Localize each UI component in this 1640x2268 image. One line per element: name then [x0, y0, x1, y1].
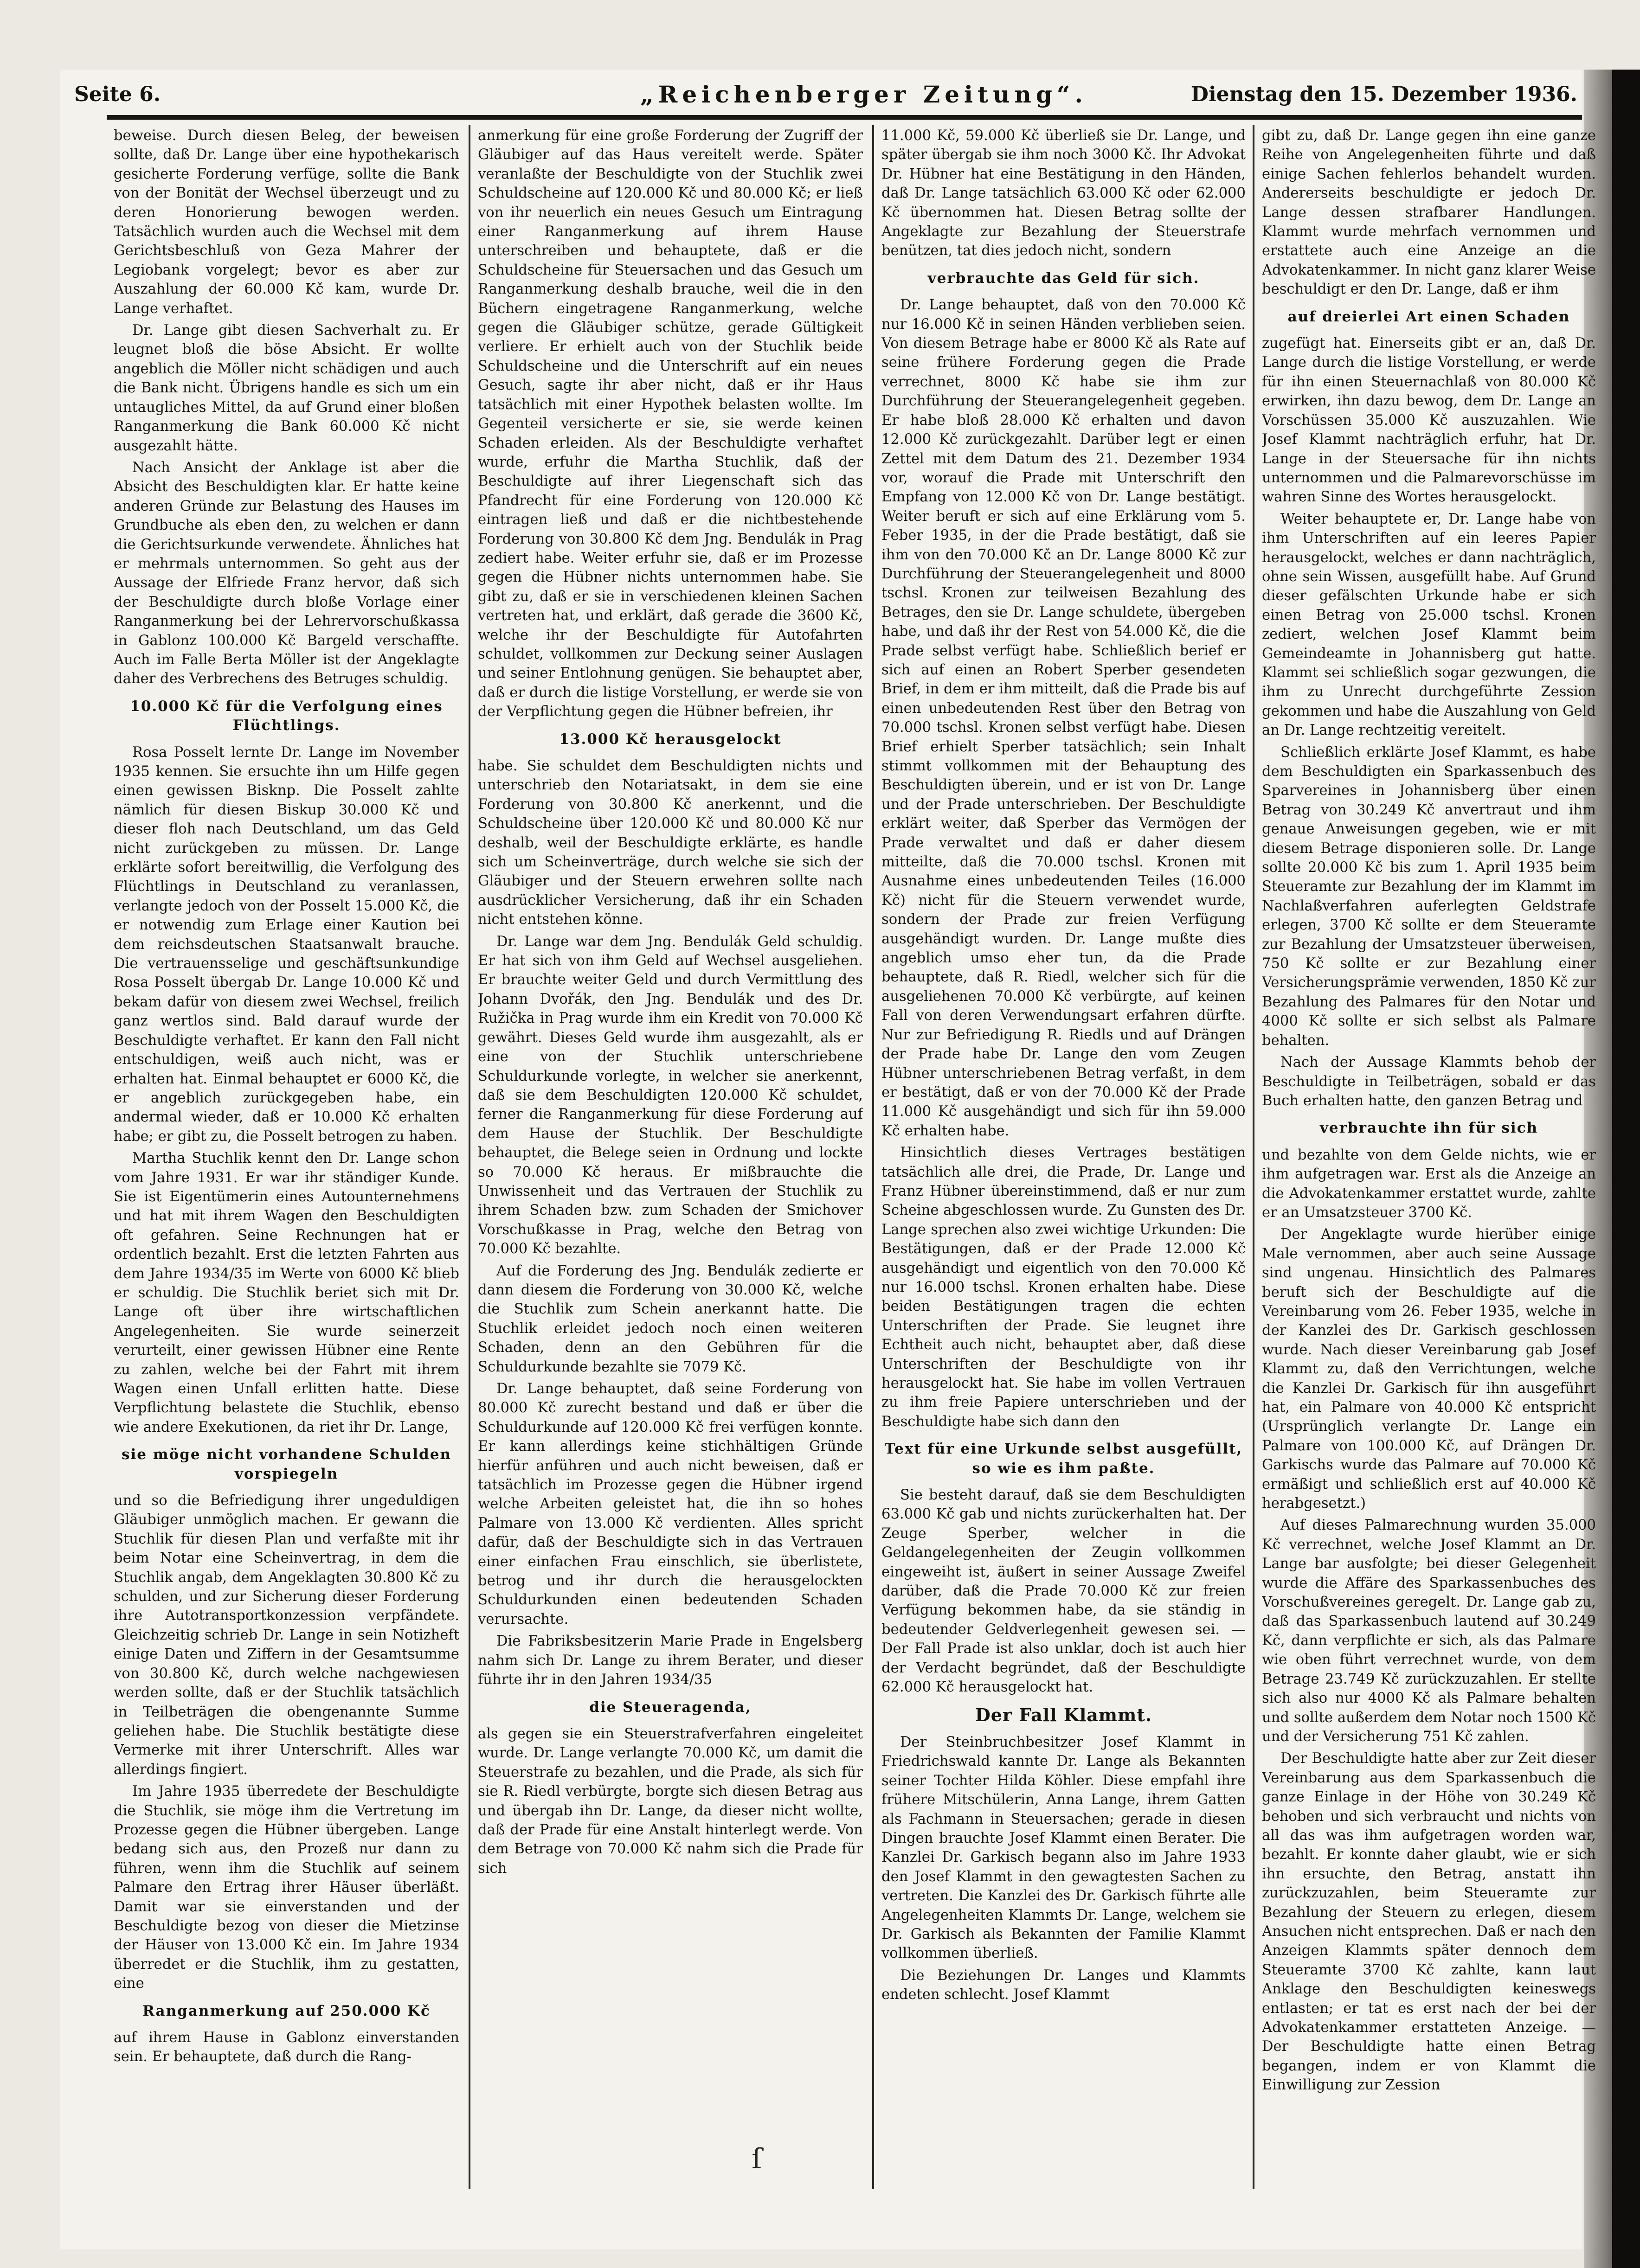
paragraph: Nach der Aussage Klammts behob der Beschuldigte in Teilbeträgen, sobald er das Buch erhalten hatte, den ganzen Betrag und	[1262, 1054, 1596, 1109]
paragraph: gibt zu, daß Dr. Lange gegen ihn eine ganze Reihe von Angelegenheiten führte und daß einige Sachen fehlerlos behandelt wurden. Andererseits beschuldigte er jedoch Dr. Lange dessen strafbarer Handlungen. Klammt wurde mehrfach vernommen und erstattete auch eine Anzeige an die Advokatenkammer. In nicht ganz klarer Weise beschuldigt er den Dr. Lange, daß er ihm	[1262, 128, 1596, 298]
paragraph: auf ihrem Hause in Gablonz einverstanden sein. Er behauptete, daß durch die Rang-	[114, 2030, 459, 2065]
article-column-1	[114, 126, 459, 2185]
paragraph: Die Beziehungen Dr. Langes und Klammts endeten schlecht. Josef Klammt	[881, 1967, 1246, 2003]
paragraph: Auf dieses Palmarechnung wurden 35.000 Kč verrechnet, welche Josef Klammt an Dr. Lange bar ausfolgte; bei dieser Gelegenheit wurde die Affäre des Sparkassenbuches des Vorschußvereines geregelt. Dr. Lange gab zu, daß das Sparkassenbuch lautend auf 30.249 Kč, dann verpflichte er sich, als das Palmare wie oben führt verrechnet wurde, von dem Betrage 23.749 Kč zurückzuzahlen. Er stellte sich also nur 4000 Kč als Palmare behalten und sollte außerdem dem Notar noch 1500 Kč und der Versicherung 751 Kč zahlen.	[1262, 1517, 1596, 1745]
paragraph: Schließlich erklärte Josef Klammt, es habe dem Beschuldigten ein Sparkassenbuch des Sparvereines in Johannisberg über einen Betrag von 30.249 Kč anvertraut und ihm genaue Anweisungen gegeben, wie er mit diesem Betrage disponieren solle. Dr. Lange sollte 20.000 Kč bis zum 1. April 1935 beim Steueramte zur Bezahlung der im Klammt im Nachlaßverfahren auferlegten Geldstrafe erlegen, 3700 Kč sollte er dem Steueramte zur Bezahlung der Umsatzsteuer überweisen, 750 Kč sollte er zur Bezahlung einer Versicherungsprämie verwenden, 1850 Kč zur Bezahlung des Palmares für den Notar und 4000 Kč sollte er sich selbst als Palmare behalten.	[1262, 744, 1596, 1049]
paragraph: und so die Befriedigung ihrer ungeduldigen Gläubiger unmöglich machen. Er gewann die Stuchlik für diesen Plan und verfaßte mit ihr beim Notar eine Scheinvertrag, in dem die Stuchlik angab, dem Angeklagten 30.800 Kč zu schulden, und zur Sicherung dieser Forderung ihre Autotransportkonzession verpfändete. Gleichzeitig schrieb Dr. Lange in sein Notizheft einige Daten und Ziffern in der Gesamtsumme von 30.800 Kč, durch welche nachgewiesen werden sollte, daß er der Stuchlik tatsächlich in Teilbeträgen die obengenannte Summe geliehen habe. Die Stuchlik bestätigte diese Vermerke mit ihrer Unterschrift. Alles war allerdings fingiert.	[114, 1493, 459, 1778]
issue-date: Dienstag den 15. Dezember 1936.	[1190, 83, 1577, 106]
section-heading: auf dreierlei Art einen Schaden	[1287, 308, 1570, 325]
paragraph: Martha Stuchlik kennt den Dr. Lange schon vom Jahre 1931. Er war ihr ständiger Kunde. Sie ist Eigentümerin eines Autounternehmens und hat mit ihrem Wagen den Beschuldigten oft gefahren. Seine Rechnungen hat er ordentlich bezahlt. Erst die letzten Fahrten aus dem Jahre 1934/35 im Werte von 6000 Kč blieb er schuldig. Die Stuchlik beriet sich mit Dr. Lange oft über ihre wirtschaftlichen Angelegenheiten. Sie wurde seinerzeit verurteilt, einer gewissen Hübner eine Rente zu zahlen, welche bei der Fahrt mit ihrem Wagen einen Unfall erlitten hatte. Diese Verpflichtung belastete die Stuchlik, ebenso wie andere Exekutionen, da riet ihr Dr. Lange,	[114, 1150, 459, 1435]
page-number: Seite 6.	[74, 83, 161, 106]
paragraph: Dr. Lange behauptet, daß seine Forderung von 80.000 Kč zurecht bestand und daß er über die Schuldurkunde auf 120.000 Kč frei verfügen konnte. Er kann allerdings keine stichhältigen Gründe hierfür anführen und auch nicht beweisen, daß er tatsächlich im Prozesse gegen die Hübner irgend welche Arbeiten geleistet hat, die ihn so hohes Palmare von 13.000 Kč verdienten. Alles spricht dafür, daß der Beschuldigte sich in das Vertrauen einer einfachen Frau einschlich, sie überlistete, betrog und ihr durch die herausgelockten Schuldurkunden einen bedeutenden Schaden verursachte.	[478, 1381, 863, 1627]
article-column-4	[1262, 126, 1596, 2185]
paragraph: Dr. Lange gibt diesen Sachverhalt zu. Er leugnet bloß die böse Absicht. Er wollte angeblich die Möller nicht schädigen und auch die Bank nicht. Übrigens handle es sich um ein untaugliches Mittel, da auf Grund einer bloßen Ranganmerkung die Bank 60.000 Kč nicht ausgezahlt hätte.	[114, 322, 459, 454]
section-heading: Ranganmerkung auf 250.000 Kč	[142, 2002, 431, 2019]
paragraph: Weiter behauptete er, Dr. Lange habe von ihm Unterschriften auf ein leeres Papier herausgelockt, welches er dann nachträglich, ohne sein Wissen, ausgefüllt habe. Auf Grund dieser gefälschten Urkunde habe er sich einen Betrag von 25.000 tschsl. Kronen zediert, welchen Josef Klammt beim Gemeindeamte in Johannisberg gut hatte. Klammt sei schließlich sogar gezwungen, die ihm zu Unrecht durchgeführte Zession gekommen und habe die Auszahlung von Geld an Dr. Lange rechtzeitig vereitelt.	[1262, 511, 1596, 739]
paragraph: Dr. Lange behauptet, daß von den 70.000 Kč nur 16.000 Kč in seinen Händen verblieben seien. Von diesem Betrage habe er 8000 Kč als Rate auf seine frühere Forderung gegen die Prade verrechnet, 8000 Kč habe sie ihm zur Durchführung der Steuerangelegenheit gegeben. Er habe bloß 28.000 Kč erhalten und davon 12.000 Kč zurückgezahlt. Darüber legt er einen Zettel mit dem Datum des 21. Dezember 1934 vor, worauf die Prade mit Unterschrift den Empfang von 12.000 Kč von Dr. Lange bestätigt. Weiter beruft er sich auf eine Erklärung vom 5. Feber 1935, in der die Prade bestätigt, daß sie ihm von den 70.000 Kč an Dr. Lange 8000 Kč zur Durchführung der Steuerangelegenheit und 8000 tschsl. Kronen zur teilweisen Bezahlung des Betrages, den sie Dr. Lange schuldete, übergeben habe, und daß ihr der Rest von 54.000 Kč, die die Prade selbst verfügt habe. Schließlich berief er sich auf einen an Robert Sperber gesendeten Brief, in dem er ihm mitteilt, daß die Prade bis auf einen unbedeutenden Rest über den Betrag von 70.000 tschsl. Kronen selbst verfügt habe. Diesen Brief erhielt Sperber tatsächlich; sein Inhalt stimmt vollkommen mit der Behauptung des Beschuldigten überein, und er ist von Dr. Lange und der Prade unterschrieben. Der Beschuldigte erklärt weiter, daß Sperber das Vermögen der Prade verwaltet und daß er daher diesem mitteilte, daß die 70.000 tschsl. Kronen mit Ausnahme eines unbedeutenden Teiles (16.000 Kč) nicht für die Steuern verwendet wurde, sondern der Prade zur freien Verfügung ausgehändigt wurden. Dr. Lange mußte dies angeblich umso eher tun, da die Prade behauptete, daß R. Riedl, welcher sich für die ausgeliehenen 70.000 Kč verbürgte, auf keinen Fall von deren Verwendungsart erfahren dürfte. Nur zur Befriedigung R. Riedls und auf Drängen der Prade habe Dr. Lange den vom Zeugen Hübner unterschriebenen Betrag verfaßt, in dem er bestätigt, daß er von der 70.000 Kč der Prade 11.000 Kč ausgehändigt und sich für ihn 59.000 Kč erhalten habe.	[881, 297, 1246, 1139]
paragraph: Auf die Forderung des Jng. Bendulák zedierte er dann diesem die Forderung von 30.000 Kč, welche die Stuchlik zum Schein anerkannt hatte. Die Stuchlik erleidet jedoch noch einen weiteren Schaden, denn an den Gebühren für die Schuldurkunde bezahlte sie 7079 Kč.	[478, 1262, 863, 1375]
section-heading: verbrauchte das Geld für sich.	[927, 269, 1200, 287]
paragraph: beweise. Durch diesen Beleg, der beweisen sollte, daß Dr. Lange über eine hypothekarisch gesicherte Forderung verfüge, sollte die Bank von der Bonität der Wechsel überzeugt und zu deren Honorierung bewogen werden. Tatsächlich wurden auch die Wechsel mit dem Gerichtsbeschluß von Geza Mahrer der Legiobank vorgelegt; bevor es aber zur Auszahlung der 60.000 Kč kam, wurde Dr. Lange verhaftet.	[114, 128, 459, 317]
section-heading: Text für eine Urkunde selbst ausgefüllt, so wie es ihm paßte.	[884, 1441, 1243, 1477]
article-heading: Der Fall Klammt.	[975, 1704, 1152, 1725]
scan-edge-shadow	[1612, 70, 1640, 2268]
newspaper-title: „Reichenberger Zeitung“.	[640, 81, 1087, 108]
article-column-2	[478, 126, 863, 2185]
page-header	[74, 78, 1577, 120]
paragraph: Rosa Posselt lernte Dr. Lange im November 1935 kennen. Sie ersuchte ihn um Hilfe gegen einen gewissen Bisknp. Die Posselt zahlte nämlich für diesen Biskup 30.000 Kč und dieser floh nach Deutschland, um das Geld nicht zurückgeben zu müssen. Dr. Lange erklärte sofort bereitwillig, die Verfolgung des Flüchtlings in Deutschland zu veranlassen, verlangte jedoch von der Posselt 15.000 Kč, die er notwendig zum Erlage einer Kaution bei dem reichsdeutschen Staatsanwalt brauche. Die vertrauensselige und geschäftsunkundige Rosa Posselt übergab Dr. Lange 10.000 Kč und bekam dafür von diesem zwei Wechsel, freilich ganz wertlos sind. Bald darauf wurde der Beschuldigte verhaftet. Er kann den Fall nicht entschuldigen, weiß auch nicht, was er erhalten hat. Einmal behauptet er 6000 Kč, die er angeblich zurückgegeben habe, ein andermal wieder, daß er 10.000 Kč erhalten habe; er gibt zu, die Posselt betrogen zu haben.	[114, 744, 459, 1145]
paragraph: anmerkung für eine große Forderung der Zugriff der Gläubiger auf das Haus vereitelt werde. Später veranlaßte der Beschuldigte von der Stuchlik zwei Schuldscheine auf 120.000 Kč und 80.000 Kč; er ließ von ihr neuerlich ein neues Gesuch um Eintragung einer Ranganmerkung auf ihrem Hause unterschreiben und behauptete, daß er die Schuldscheine für Steuersachen und das Gesuch um Ranganmerkung deshalb brauche, weil die in den Büchern eingetragene Ranganmerkung, welche gegen die Gläubiger schütze, gerade Gültigkeit verliere. Er erhielt auch von der Stuchlik beide Schuldscheine und die Unterschrift auf ein neues Gesuch, sagte ihr aber nicht, daß er ihr Haus tatsächlich mit einer Hypothek belasten wollte. Im Gegenteil versicherte er sie, sie werde keinen Schaden erleiden. Als der Beschuldigte verhaftet wurde, erfuhr die Martha Stuchlik, daß der Beschuldigte auf ihrer Liegenschaft sich das Pfandrecht für eine Forderung von 120.000 Kč eintragen ließ und daß er die nichtbestehende Forderung von 30.800 Kč dem Jng. Bendulák in Prag zediert habe. Weiter erfuhr sie, daß er im Prozesse gegen die Hübner nichts unternommen habe. Sie gibt zu, daß er sie in verschiedenen kleinen Sachen vertreten hat, und erklärt, daß gerade die 3600 Kč, welche ihr der Beschuldigte für Autofahrten schuldet, vollkommen zur Deckung seiner Auslagen und seiner Entlohnung genügen. Sie behauptet aber, daß er durch die listige Vorstellung, er werde sie von der Verpflichtung gegen die Hübner befreien, ihr	[478, 128, 863, 720]
paragraph: Der Beschuldigte hatte aber zur Zeit dieser Vereinbarung aus dem Sparkassenbuch die ganze Einlage in der Höhe von 30.249 Kč behoben und sich verbraucht und nichts von all das was ihm aufgetragen worden war, bezahlt. Er konnte daher glaubt, wie er sich ihn ersuchte, den Betrag, anstatt ihn zurückzuzahlen, beim Steueramte zur Bezahlung der Steuern zu erlegen, diesem Ansuchen nicht entsprechen. Daß er nach den Anzeigen Klammts später dennoch dem Steueramte 3700 Kč zahlte, kann laut Anklage den Beschuldigten keineswegs entlasten; er tat es erst nach der bei der Advokatenkammer erstatteten Anzeige. — Der Beschuldigte hatte einen Betrag begangen, indem er von Klammt die Einwilligung zur Zession	[1262, 1750, 1596, 2094]
paragraph: habe. Sie schuldet dem Beschuldigten nichts und unterschrieb den Notariatsakt, in dem sie eine Forderung von 30.800 Kč anerkennt, und die Schuldscheine über 120.000 Kč und 80.000 Kč nur deshalb, weil der Beschuldigte erklärte, es handle sich um Scheinverträge, durch welche sie sich der Gläubiger und der Steuern erwehren sollte nach ausdrücklicher Versicherung, daß ihr ein Schaden nicht entstehen könne.	[478, 758, 863, 928]
paragraph: Der Angeklagte wurde hierüber einige Male vernommen, aber auch seine Aussage sind ungenau. Hinsichtlich des Palmares beruft sich der Beschuldigte auf die Vereinbarung vom 26. Feber 1935, welche in der Kanzlei des Dr. Garkisch geschlossen wurde. Nach dieser Vereinbarung gab Josef Klammt zu, daß den Verrichtungen, welche die Kanzlei Dr. Garkisch für ihn ausgeführt hat, ein Palmare von 40.000 Kč entspricht (Ursprünglich verlangte Dr. Lange ein Palmare von 100.000 Kč, auf Drängen Dr. Garkischs wurde das Palmare auf 70.000 Kč ermäßigt und schließlich erst auf 40.000 Kč herabgesetzt.)	[1262, 1226, 1596, 1512]
paragraph: und bezahlte von dem Gelde nichts, wie er ihm aufgetragen war. Erst als die Anzeige an die Advokatenkammer erstattet wurde, zahlte er an Umsatzsteuer 3700 Kč.	[1262, 1147, 1596, 1221]
paragraph: Sie besteht darauf, daß sie dem Beschuldigten 63.000 Kč gab und nichts zurückerhalten hat. Der Zeuge Sperber, welcher in die Geldangelegenheiten der Zeugin vollkommen eingeweiht ist, äußert in seiner Aussage Zweifel darüber, daß die Prade 70.000 Kč zur freien Verfügung bekommen habe, da sie ständig in bedeutender Geldverlegenheit gewesen sei. — Der Fall Prade ist also unklar, doch ist auch hier der Verdacht begründet, daß der Beschuldigte 62.000 Kč herausgelockt hat.	[881, 1487, 1246, 1696]
paragraph: zugefügt hat. Einerseits gibt er an, daß Dr. Lange durch die listige Vorstellung, er werde für ihn einen Steuernachlaß von 80.000 Kč erwirken, ihn dazu bewog, dem Dr. Lange an Vorschüssen 35.000 Kč auszuzahlen. Wie Josef Klammt nachträglich erfuhr, hat Dr. Lange in der Steuersache für ihn nichts unternommen und die Palmarevorschüsse im wahren Sinne des Wortes herausgelockt.	[1262, 335, 1596, 506]
print-mark: ſ	[752, 2143, 762, 2175]
section-heading: die Steueragenda,	[589, 1698, 752, 1716]
paragraph: als gegen sie ein Steuerstrafverfahren eingeleitet wurde. Dr. Lange verlangte 70.000 Kč, um damit die Steuerstrafe zu bezahlen, und die Prade, als sich für sie R. Riedl verbürgte, borgte sich diesen Betrag aus und übergab ihn Dr. Lange, da dieser nicht wollte, daß der Prade für eine Anstalt hinterlegt werde. Von dem Betrage von 70.000 Kč nahm sich die Prade für sich	[478, 1725, 863, 1877]
paragraph: Hinsichtlich dieses Vertrages bestätigen tatsächlich alle drei, die Prade, Dr. Lange und Franz Hübner übereinstimmend, daß er nur zum Scheine abgeschlossen wurde. Zu Gunsten des Dr. Lange sprechen also zwei wichtige Urkunden: Die Bestätigungen, daß er der Prade 12.000 Kč ausgehändigt und eigentlich von den 70.000 Kč nur 16.000 tschsl. Kronen erhalten habe. Diese beiden Bestätigungen tragen die echten Unterschriften der Prade. Sie leugnet ihre Echtheit auch nicht, behauptet aber, daß diese Unterschriften der Beschuldigte von ihr herausgelockt hat. Sie habe im vollen Vertrauen zu ihm freie Papiere unterschrieben und der Beschuldigte habe sich dann den	[881, 1145, 1246, 1430]
column-divider	[469, 125, 470, 2189]
section-heading: sie möge nicht vorhandene Schulden vorspiegeln	[122, 1446, 451, 1482]
section-heading: verbrauchte ihn für sich	[1319, 1120, 1538, 1137]
column-divider	[1253, 125, 1254, 2189]
paragraph: Nach Ansicht der Anklage ist aber die Absicht des Beschuldigten klar. Er hatte keine anderen Gründe zur Belastung des Hauses im Grundbuche als eben den, zu welchen er dann die Gerichtsurkunde verwendete. Ähnliches hat er mehrmals unternommen. So geht aus der Aussage der Elfriede Franz hervor, daß sich der Beschuldigte durch bloße Vorlage einer Ranganmerkung bei der Lehrervorschußkassa in Gablonz 100.000 Kč Bargeld verschaffte. Auch im Falle Berta Möller ist der Angeklagte daher des Verbrechens des Betruges schuldig.	[114, 459, 459, 687]
section-heading: 13.000 Kč herausgelockt	[559, 730, 782, 748]
paragraph: Dr. Lange war dem Jng. Bendulák Geld schuldig. Er hat sich von ihm Geld auf Wechsel ausgeliehen. Er brauchte weiter Geld und durch Vermittlung des Johann Dvořák, den Jng. Bendulák und des Dr. Ružička in Prag wurde ihm ein Kredit von 70.000 Kč gewährt. Dieses Geld wurde ihm ausgezahlt, als er eine von der Stuchlik unterschriebene Schuldurkunde vorlegte, in welcher sie anerkennt, daß sie dem Beschuldigten 120.000 Kč schuldet, ferner die Ranganmerkung für diese Forderung auf dem Hause der Stuchlik. Der Beschuldigte behauptet, die Belege seien in Ordnung und lockte so 70.000 Kč heraus. Er mißbrauchte die Unwissenheit und das Vertrauen der Stuchlik zu ihrem Schaden bzw. zum Schaden der Smichover Vorschußkasse in Prag, welche den Betrag von 70.000 Kč bezahlte.	[478, 933, 863, 1257]
paragraph: Der Steinbruchbesitzer Josef Klammt in Friedrichswald kannte Dr. Lange als Bekannten seiner Tochter Hilda Köhler. Diese empfahl ihre frühere Mitschülerin, Anna Lange, ihrem Gatten als Fachmann in Steuersachen; gerade in diesen Dingen brauchte Josef Klammt einen Berater. Die Kanzlei Dr. Garkisch begann also im Jahre 1933 den Josef Klammt in den gewagtesten Sachen zu vertreten. Die Kanzlei des Dr. Garkisch führte alle Angelegenheiten Klammts Dr. Lange, welchem sie Dr. Garkisch als Bekannten der Familie Klammt vollkommen überließ.	[881, 1734, 1246, 1962]
article-column-3	[881, 126, 1246, 2185]
paragraph: Die Fabriksbesitzerin Marie Prade in Engelsberg nahm sich Dr. Lange zu ihrem Berater, und dieser führte ihr in den Jahren 1934/35	[478, 1633, 863, 1688]
paragraph: Im Jahre 1935 überredete der Beschuldigte die Stuchlik, sie möge ihm die Vertretung im Prozesse gegen die Hübner übergeben. Lange bedang sich aus, den Prozeß nur dann zu führen, wenn ihm die Stuchlik auf seinem Palmare den Ertrag ihrer Häuser überläßt. Damit war sie einverstanden und der Beschuldigte bezog von dieser die Mietzinse der Häuser von 13.000 Kč ein. Im Jahre 1934 überredet er die Stuchlik, ihm zu gestatten, eine	[114, 1783, 459, 1992]
column-divider	[872, 125, 874, 2189]
section-heading: 10.000 Kč für die Verfolgung eines Flüchtlings.	[130, 698, 443, 734]
header-rule	[107, 115, 1582, 120]
paragraph: 11.000 Kč, 59.000 Kč überließ sie Dr. Lange, und später übergab sie ihm noch 3000 Kč. Ihr Advokat Dr. Hübner hat eine Bestätigung in den Händen, daß Dr. Lange tatsächlich 63.000 Kč oder 62.000 Kč übernommen hat. Diesen Betrag sollte der Angeklagte zur Bezahlung der Steuerstrafe benützen, tat dies jedoch nicht, sondern	[881, 128, 1246, 259]
